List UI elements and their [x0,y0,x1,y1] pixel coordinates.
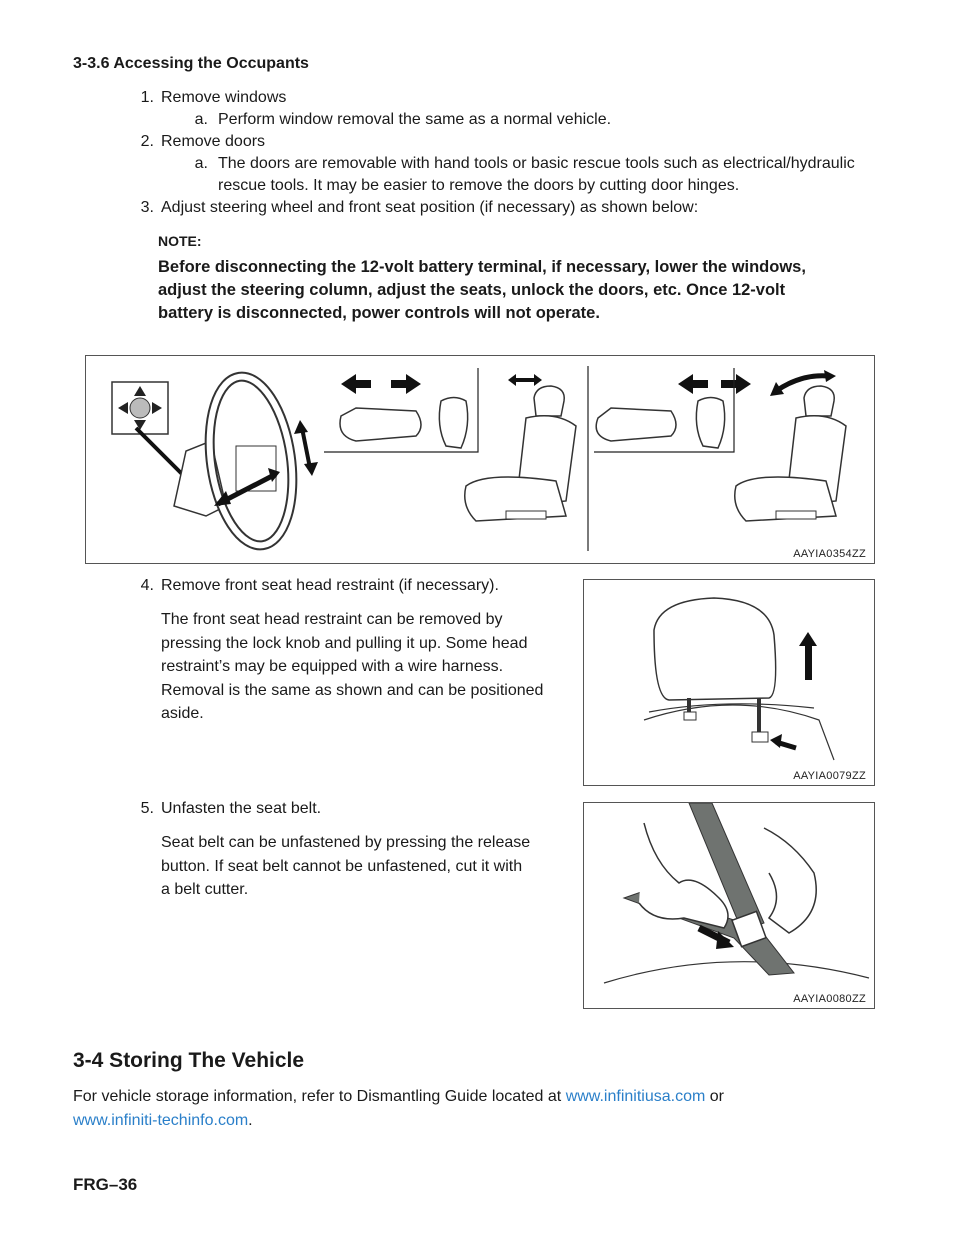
step-text: Adjust steering wheel and front seat position (if necessary) as shown below: [161,199,699,216]
step-number: 1. [140,89,154,106]
step-number: 3. [140,199,154,216]
figure-code: AAYIA0354ZZ [793,548,866,560]
para-line: The front seat head restraint can be removed by [161,611,503,628]
note-warning [158,256,858,325]
head-restraint-illustration [584,580,874,785]
para-line: Seat belt can be unfastened by pressing the release [161,834,531,851]
substep-text-line2: rescue tools. It may be easier to remove the doors by cutting door hinges. [218,177,740,194]
step-4-paragraph [161,608,561,726]
para-line: Removal is the same as shown and can be positioned [161,681,544,699]
step-number: 2. [140,133,154,150]
para-line: a belt cutter. [161,881,249,898]
storage-text-end: . [248,1112,253,1129]
step-text: Remove windows [161,89,287,106]
steering-seat-illustration [86,356,874,563]
figure-steering-seat-adjustment [85,355,875,564]
section-title: 3-3.6 Accessing the Occupants [73,55,309,72]
storage-text-mid: or [705,1088,724,1105]
storage-text: For vehicle storage information, refer to Dismantling Guide located at [73,1088,566,1105]
figure-head-restraint [583,579,875,786]
substep-text: Perform window removal the same as a normal vehicle. [218,111,612,128]
note-label: NOTE: [158,233,202,249]
page-number: FRG–36 [73,1175,138,1194]
note-line: battery is disconnected, power controls will not operate. [158,304,600,322]
step-text: Unfasten the seat belt. [161,800,322,817]
step-number: 5. [140,800,154,817]
note-line: adjust the steering column, adjust the seats, unlock the doors, etc. Once 12-volt [158,281,786,299]
substep-text-line1: The doors are removable with hand tools or basic rescue tools such as electrical/hydraulic [218,155,855,172]
para-line: restraint’s may be equipped with a wire harness. [161,658,504,675]
step-text: Remove front seat head restraint (if necessary). [161,577,499,594]
infinitiusa-link[interactable]: www.infinitiusa.com [565,1088,706,1105]
step-text: Remove doors [161,133,266,150]
para-line: aside. [161,705,204,722]
storage-heading: 3-4 Storing The Vehicle [73,1049,305,1072]
note-line: Before disconnecting the 12-volt battery terminal, if necessary, lower the windows, [158,258,806,276]
para-line: pressing the lock knob and pulling it up. Some head [161,634,528,652]
seat-belt-illustration [584,803,874,1008]
figure-code: AAYIA0080ZZ [793,993,866,1005]
step-number: 4. [140,577,154,594]
infiniti-techinfo-link[interactable]: www.infiniti-techinfo.com [73,1112,249,1129]
step-5-paragraph [161,831,561,902]
figure-seat-belt [583,802,875,1009]
figure-code: AAYIA0079ZZ [793,770,866,782]
substep-letter: a. [194,155,208,172]
storage-paragraph [73,1085,893,1133]
substep-letter: a. [194,111,208,128]
para-line: button. If seat belt cannot be unfastened, cut it with [161,857,523,875]
